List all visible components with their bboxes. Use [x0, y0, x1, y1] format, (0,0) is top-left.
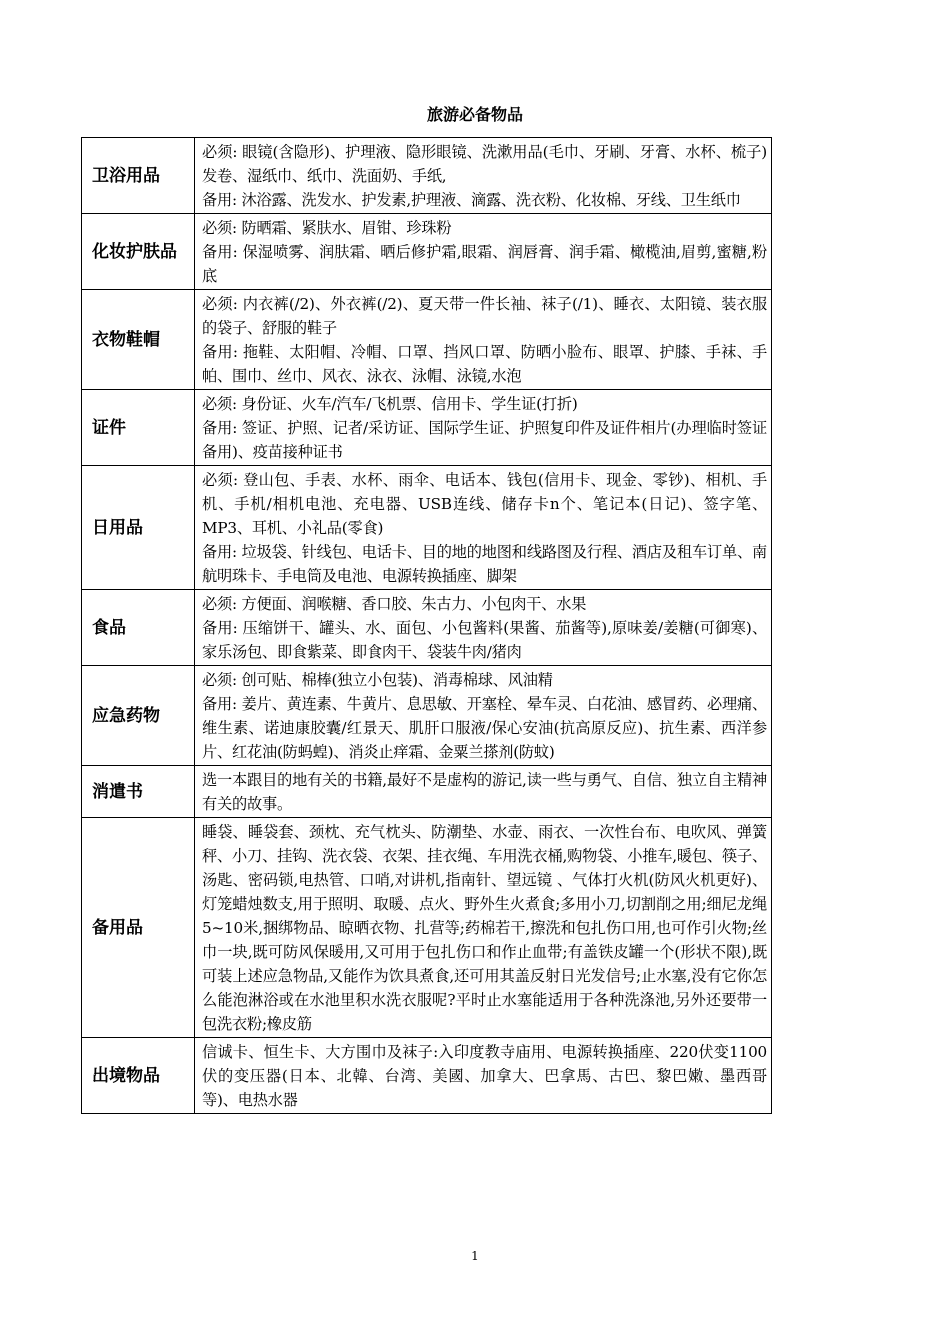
items-line-required: 必须: 创可贴、棉棒(独立小包装)、消毒棉球、风油精	[202, 671, 553, 689]
category-cell: 出境物品	[82, 1038, 195, 1114]
category-cell: 卫浴用品	[82, 138, 195, 214]
items-cell	[195, 390, 772, 466]
items-cell	[195, 1038, 772, 1114]
category-cell: 证件	[82, 390, 195, 466]
items-line-optional: 备用: 签证、护照、记者/采访证、国际学生证、护照复印件及证件相片(办理临时签证备用)、疫苗接种证书	[202, 419, 767, 461]
table-row	[82, 666, 772, 766]
category-cell: 食品	[82, 590, 195, 666]
items-line-optional: 备用: 压缩饼干、罐头、水、面包、小包酱料(果酱、茄酱等),原味姜/姜糖(可御寒)、家乐汤包、即食紫菜、即食肉干、袋装牛肉/猪肉	[202, 619, 767, 661]
items-line-required: 必须: 眼镜(含隐形)、护理液、隐形眼镜、洗漱用品(毛巾、牙刷、牙膏、水杯、梳子)发卷、湿纸巾、纸巾、洗面奶、手纸,	[202, 143, 767, 185]
items-cell	[195, 666, 772, 766]
table-row	[82, 1038, 772, 1114]
items-line: 睡袋、睡袋套、颈枕、充气枕头、防潮垫、水壶、雨衣、一次性台布、电吹风、弹簧秤、小刀、挂钩、洗衣袋、衣架、挂衣绳、车用洗衣桶,购物袋、小推车,暖包、筷子、汤匙、密码锁,电热管、口哨,对讲机,指南针、望远镜 、气体打火机(防风火机更好)、灯笼蜡烛数支,用于照明、取暖、点火、野外生火煮食;多用小刀,切割削之用;细尼龙绳5~10米,捆绑物品、晾晒衣物、扎营等;药棉若干,擦洗和包扎伤口用,也可作引火物;丝巾一块,既可防风保暖用,又可用于包扎伤口和作止血带;有盖铁皮罐一个(形状不限),既可装上述应急物品,又能作为饮具煮食,还可用其盖反射日光发信号;止水塞,没有它你怎么能泡淋浴或在水池里积水洗衣服呢?平时止水塞能适用于各种洗涤池,另外还要带一包洗衣粉;橡皮筋	[202, 823, 767, 1033]
items-line-optional: 备用: 沐浴露、洗发水、护发素,护理液、滴露、洗衣粉、化妆棉、牙线、卫生纸巾	[202, 191, 741, 209]
table-row	[82, 818, 772, 1038]
items-cell	[195, 766, 772, 818]
table-row	[82, 138, 772, 214]
items-line-required: 必须: 登山包、手表、水杯、雨伞、电话本、钱包(信用卡、现金、零钞)、相机、手机、手机/相机电池、充电器、USB连线、储存卡n个、笔记本(日记)、签字笔、MP3、耳机、小礼品(零食)	[202, 471, 767, 537]
table-row	[82, 466, 772, 590]
table-body	[82, 138, 772, 1114]
table-row	[82, 766, 772, 818]
items-line-required: 必须: 身份证、火车/汽车/飞机票、信用卡、学生证(打折)	[202, 395, 578, 413]
items-line-optional: 备用: 拖鞋、太阳帽、冷帽、口罩、挡风口罩、防晒小脸布、眼罩、护膝、手袜、手帕、围巾、丝巾、风衣、泳衣、泳帽、泳镜,水泡	[202, 343, 767, 385]
category-cell: 化妆护肤品	[82, 214, 195, 290]
items-line: 信诚卡、恒生卡、大方围巾及袜子:入印度教寺庙用、电源转换插座、220伏变1100伏的变压器(日本、北韓、台湾、美國、加拿大、巴拿馬、古巴、黎巴嫩、墨西哥等)、电热水器	[202, 1043, 767, 1109]
table-row	[82, 290, 772, 390]
category-cell: 备用品	[82, 818, 195, 1038]
items-cell	[195, 590, 772, 666]
category-cell: 消遣书	[82, 766, 195, 818]
items-cell	[195, 138, 772, 214]
travel-items-table	[81, 137, 772, 1114]
items-line-required: 必须: 方便面、润喉糖、香口胶、朱古力、小包肉干、水果	[202, 595, 587, 613]
table-row	[82, 390, 772, 466]
items-line: 选一本跟目的地有关的书籍,最好不是虚构的游记,读一些与勇气、自信、独立自主精神有关的故事。	[202, 771, 767, 813]
page-number: 1	[471, 1249, 479, 1263]
items-cell	[195, 818, 772, 1038]
items-cell	[195, 290, 772, 390]
category-cell: 日用品	[82, 466, 195, 590]
items-line-required: 必须: 防晒霜、紧肤水、眉钳、珍珠粉	[202, 219, 452, 237]
document-title: 旅游必备物品	[426, 105, 523, 124]
category-cell: 衣物鞋帽	[82, 290, 195, 390]
category-cell: 应急药物	[82, 666, 195, 766]
items-cell	[195, 214, 772, 290]
items-line-optional: 备用: 垃圾袋、针线包、电话卡、目的地的地图和线路图及行程、酒店及租车订单、南航明珠卡、手电筒及电池、电源转换插座、脚架	[202, 543, 767, 585]
items-cell	[195, 466, 772, 590]
items-line-optional: 备用: 保湿喷雾、润肤霜、晒后修护霜,眼霜、润唇膏、润手霜、橄榄油,眉剪,蜜糖,粉底	[202, 243, 767, 285]
table-row	[82, 590, 772, 666]
table-row	[82, 214, 772, 290]
items-line-optional: 备用: 姜片、黄连素、牛黄片、息思敏、开塞栓、晕车灵、白花油、感冒药、必理痛、维生素、诺迪康胶囊/红景天、肌肝口服液/保心安油(抗高原反应)、抗生素、西洋参片、红花油(防蚂蝗)、消炎止痒霜、金粟兰搽剂(防蚊)	[202, 695, 767, 761]
items-line-required: 必须: 内衣裤(/2)、外衣裤(/2)、夏天带一件长袖、袜子(/1)、睡衣、太阳镜、装衣服的袋子、舒服的鞋子	[202, 295, 767, 337]
